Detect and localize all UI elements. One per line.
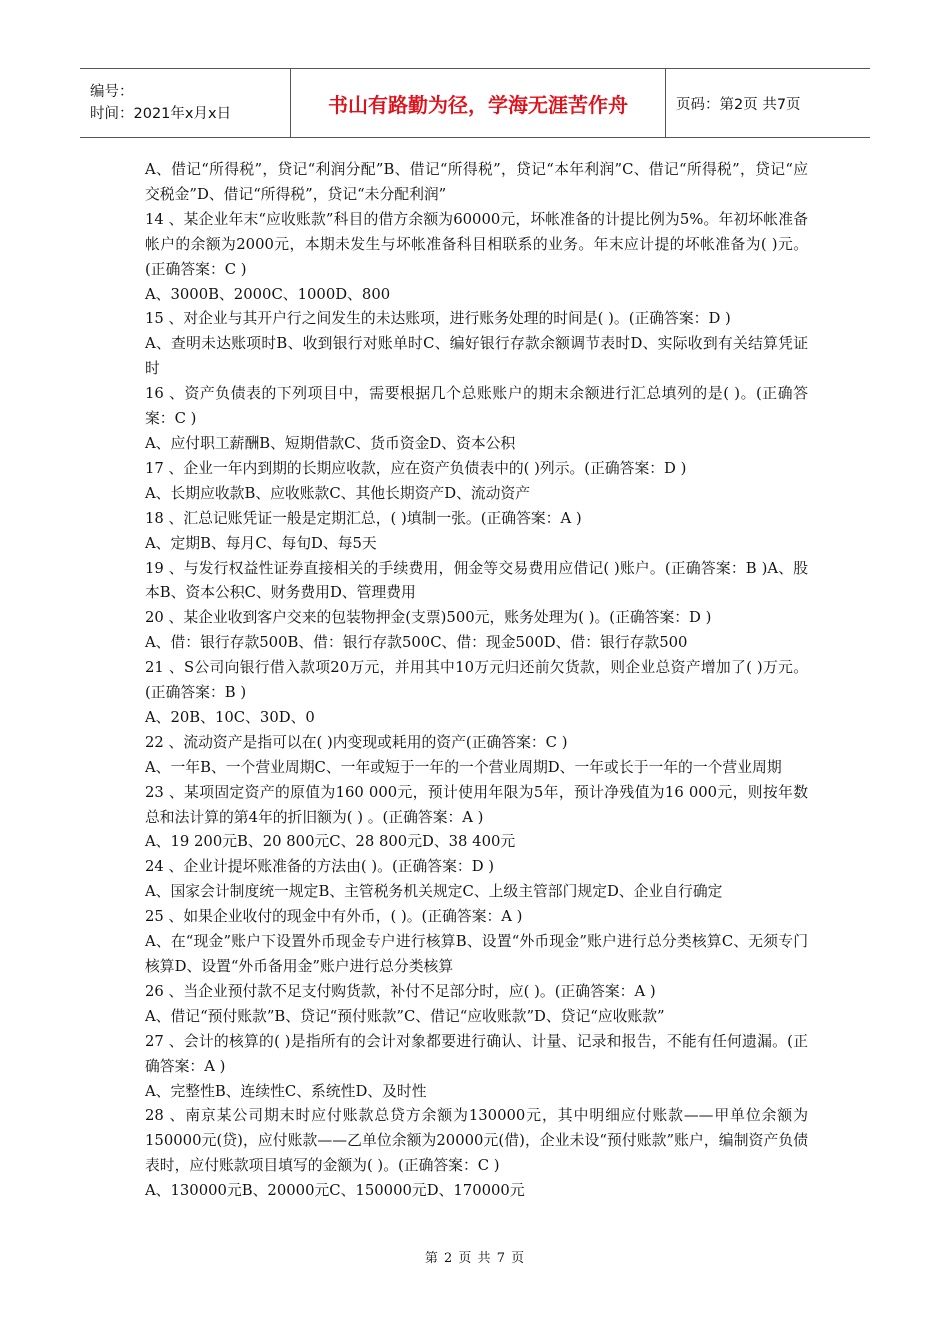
question-24: 24 、企业计提坏账准备的方法由( )。(正确答案：D ) xyxy=(145,858,495,876)
question-25: 25 、如果企业收付的现金中有外币，( )。(正确答案：A ) xyxy=(145,908,523,926)
question-26: 26 、当企业预付款不足支付购货款，补付不足部分时，应( )。(正确答案：A ) xyxy=(145,982,656,1000)
question-15: 15 、对企业与其开户行之间发生的未达账项，进行账务处理的时间是( )。(正确答案：D ) xyxy=(145,310,731,328)
page-indicator: 页码：第2页 共7页 xyxy=(676,96,801,113)
text-line: A、借记“所得税”，贷记“利润分配”B、借记“所得税”，贷记“本年利润”C、借记“所得税”，贷记“应交税金”D、借记“所得税”，贷记“未分配利润” xyxy=(145,161,808,203)
document-date: 时间：2021年x月x日 xyxy=(90,106,232,122)
options-18: A、定期B、每月C、每旬D、每5天 xyxy=(145,534,377,552)
question-21: 21 、S公司向银行借入款项20万元，并用其中10万元归还前欠货款，则企业总资产增加了( )万元。(正确答案：B ) xyxy=(145,659,808,702)
motto-text: 书山有路勤为径，学海无涯苦作舟 xyxy=(328,92,628,117)
options-27: A、完整性B、连续性C、系统性D、及时性 xyxy=(145,1082,427,1100)
question-16: 16 、资产负债表的下列项目中，需要根据几个总账账户的期末余额进行汇总填列的是( )。(正确答案：C ) xyxy=(145,385,808,428)
question-23: 23 、某项固定资产的原值为160 000元，预计使用年限为5年，预计净残值为16 000元，则按年数总和法计算的第4年的折旧额为( ) 。(正确答案：A ) xyxy=(145,783,808,826)
question-14: 14 、某企业年末“应收账款”科目的借方余额为60000元，坏帐准备的计提比例为5%。年初坏帐准备帐户的余额为2000元，本期未发生与坏帐准备科目相联系的业务。年末应计提的坏帐准备为( )元。(正确答案：C ) xyxy=(145,210,808,278)
question-22: 22 、流动资产是指可以在( )内变现或耗用的资产(正确答案：C ) xyxy=(145,733,568,751)
options-22: A、一年B、一个营业周期C、一年或短于一年的一个营业周期D、一年或长于一年的一个营业周期 xyxy=(145,758,782,776)
options-25: A、在“现金”账户下设置外币现金专户进行核算B、设置“外币现金”账户进行总分类核算C、无须专门核算D、设置“外币备用金”账户进行总分类核算 xyxy=(145,933,808,975)
options-21: A、20B、10C、30D、0 xyxy=(145,708,315,726)
page-header xyxy=(80,68,870,138)
header-left xyxy=(80,69,291,137)
page-footer: 第 2 页 共 7 页 xyxy=(424,1251,526,1266)
question-17: 17 、企业一年内到期的长期应收款，应在资产负债表中的( )列示。(正确答案：D ) xyxy=(145,459,687,477)
document-body xyxy=(145,158,808,1204)
question-18: 18 、汇总记账凭证一般是定期汇总，( )填制一张。(正确答案：A ) xyxy=(145,509,582,527)
question-28: 28 、南京某公司期末时应付账款总贷方余额为130000元，其中明细应付账款——甲单位余额为150000元(贷)，应付账款——乙单位余额为20000元(借)，企业未设“预付账款”账户，编制资产负债表时，应付账款项目填写的金额为( )。(正确答案：C ) xyxy=(145,1107,808,1175)
question-20: 20 、某企业收到客户交来的包装物押金(支票)500元，账务处理为( )。(正确答案：D ) xyxy=(145,609,712,627)
header-motto xyxy=(291,69,666,137)
options-16: A、应付职工薪酬B、短期借款C、货币资金D、资本公积 xyxy=(145,434,516,452)
options-28: A、130000元B、20000元C、150000元D、170000元 xyxy=(145,1182,525,1200)
options-23: A、19 200元B、20 800元C、28 800元D、38 400元 xyxy=(145,833,516,851)
question-27: 27 、会计的核算的( )是指所有的会计对象都要进行确认、计量、记录和报告，不能有任何遗漏。(正确答案：A ) xyxy=(145,1032,808,1075)
options-24: A、国家会计制度统一规定B、主管税务机关规定C、上级主管部门规定D、企业自行确定 xyxy=(145,883,723,901)
options-26: A、借记“预付账款”B、贷记“预付账款”C、借记“应收账款”D、贷记“应收账款” xyxy=(145,1007,665,1025)
question-19: 19 、与发行权益性证券直接相关的手续费用，佣金等交易费用应借记( )账户。(正确答案：B )A、股本B、资本公积C、财务费用D、管理费用 xyxy=(145,559,808,602)
header-right xyxy=(666,69,870,137)
options-17: A、长期应收款B、应收账款C、其他长期资产D、流动资产 xyxy=(145,484,531,502)
options-20: A、借：银行存款500B、借：银行存款500C、借：现金500D、借：银行存款500 xyxy=(145,634,688,652)
options-14: A、3000B、2000C、1000D、800 xyxy=(145,285,391,303)
document-number-label: 编号： xyxy=(90,84,134,100)
options-15: A、查明未达账项时B、收到银行对账单时C、编好银行存款余额调节表时D、实际收到有关结算凭证时 xyxy=(145,335,808,378)
